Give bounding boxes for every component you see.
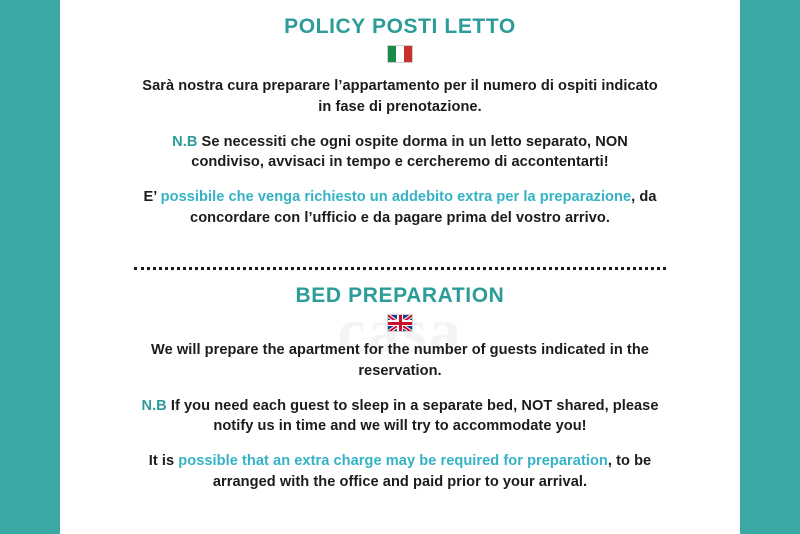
english-paragraph-1 (138, 340, 662, 381)
english-p3-lead: It is (148, 453, 179, 470)
italian-p3-highlight: possibile che venga richiesto un addebito extra per la preparazione (160, 189, 632, 206)
italian-paragraph-2 (138, 132, 662, 173)
italian-paragraph-1 (138, 76, 662, 117)
english-paragraph-3 (138, 451, 662, 492)
italian-section-title: POLICY POSTI LETTO (284, 15, 516, 38)
english-p3-highlight: possible that an extra charge may be required for preparation (178, 453, 608, 470)
english-section-title: BED PREPARATION (295, 284, 505, 307)
policy-card (60, 0, 740, 534)
italian-p2-text: Se necessiti che ogni ospite dorma in un letto separato, NON condiviso, avvisaci in tempo e cercheremo di accontentarti! (191, 133, 628, 171)
flag-uk-icon (387, 314, 413, 332)
english-p3-tail: , to be arranged with the office and paid prior to your arrival. (212, 453, 652, 490)
italian-paragraph-3 (138, 187, 662, 228)
right-teal-band (740, 0, 800, 534)
flag-italy-icon (387, 45, 413, 63)
english-p1-text: We will prepare the apartment for the number of guests indicated in the reservation. (151, 342, 649, 379)
italian-p2-nb-label: N.B (172, 133, 198, 150)
italian-p3-lead: E’ (143, 189, 161, 206)
italian-p1-text: Sarà nostra cura preparare l’appartamento per il numero di ospiti indicato in fase di prenotazione. (142, 78, 658, 115)
section-english (120, 267, 680, 534)
english-p2-nb-label: N.B (141, 397, 167, 414)
italian-p3-tail: , da concordare con l’ufficio e da pagare prima del vostro arrivo. (190, 189, 657, 226)
section-italian (120, 0, 680, 267)
english-p2-text: If you need each guest to sleep in a separate bed, NOT shared, please notify us in time and we will try to accommodate you! (166, 397, 659, 435)
left-teal-band (0, 0, 60, 534)
english-paragraph-2 (138, 396, 662, 437)
